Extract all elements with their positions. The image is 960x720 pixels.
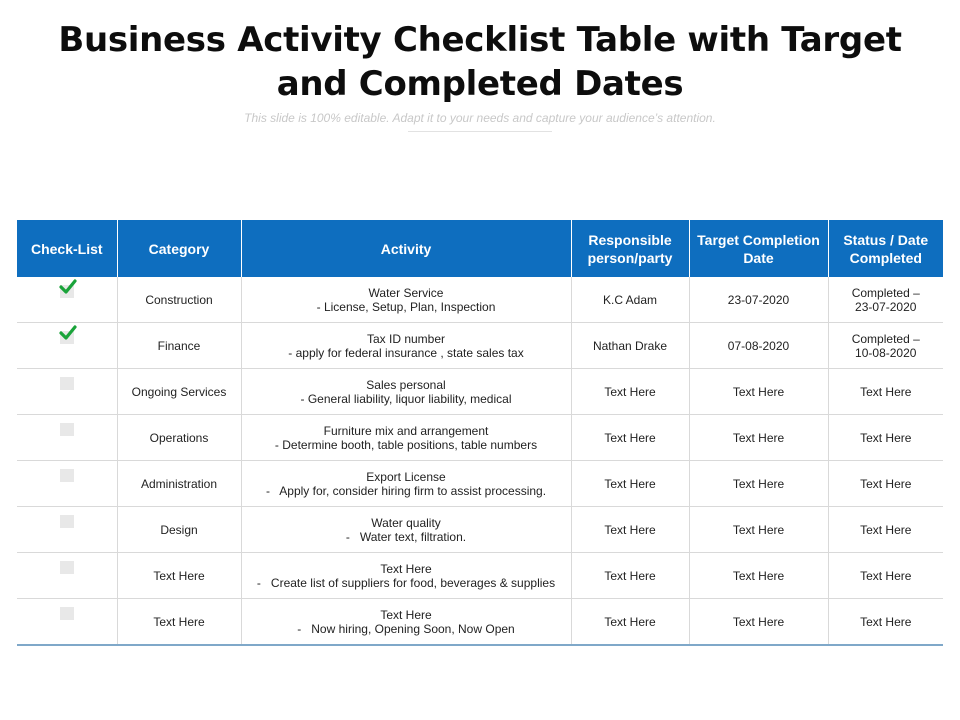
responsible-cell <box>571 369 689 415</box>
responsible-text: Text Here <box>604 568 656 583</box>
responsible-cell <box>571 277 689 323</box>
activity-cell <box>241 415 571 461</box>
target-date-cell <box>689 277 828 323</box>
category-text: Operations <box>149 430 209 445</box>
status-cell <box>828 461 943 507</box>
target-date-cell <box>689 507 828 553</box>
status-line-1: Text Here <box>860 568 912 583</box>
activity-detail: - Water text, filtration. <box>345 529 467 544</box>
activity-detail: - License, Setup, Plan, Inspection <box>316 299 496 314</box>
checkbox-checked[interactable] <box>60 331 74 344</box>
table-row <box>17 599 943 646</box>
checkbox[interactable] <box>60 561 74 574</box>
activity-detail: - General liability, liquor liability, medical <box>300 391 512 406</box>
category-text: Construction <box>145 292 213 307</box>
target-date-text: 23-07-2020 <box>727 292 790 307</box>
status-line-1: Text Here <box>860 476 912 491</box>
target-date-text: Text Here <box>732 568 785 583</box>
category-text: Text Here <box>153 568 205 583</box>
status-cell <box>828 369 943 415</box>
status-line-1: Text Here <box>860 522 912 537</box>
activity-title: Tax ID number <box>366 331 446 346</box>
page-title: Business Activity Checklist Table with Target and Completed Dates <box>58 20 902 104</box>
activity-title: Sales personal <box>366 377 446 392</box>
status-line-2: 23-07-2020 <box>855 299 917 314</box>
table-row <box>17 507 943 553</box>
table-row <box>17 323 943 369</box>
activity-detail: - Now hiring, Opening Soon, Now Open <box>297 621 515 636</box>
status-cell <box>828 553 943 599</box>
checkbox[interactable] <box>60 607 74 620</box>
table-row <box>17 277 943 323</box>
status-cell <box>828 599 943 646</box>
category-cell <box>117 553 241 599</box>
responsible-cell <box>571 553 689 599</box>
activity-title: Export License <box>366 469 446 484</box>
activity-cell <box>241 507 571 553</box>
category-cell <box>117 277 241 323</box>
category-cell <box>117 599 241 646</box>
header-responsible: Responsible person/party <box>571 220 689 277</box>
target-date-cell <box>689 599 828 646</box>
responsible-text: Text Here <box>604 614 656 629</box>
checkmark-icon <box>59 279 77 295</box>
checkbox[interactable] <box>60 469 74 482</box>
activity-detail: - Apply for, consider hiring firm to assist processing. <box>265 483 547 498</box>
activity-detail: - apply for federal insurance , state sales tax <box>288 345 524 360</box>
table-row <box>17 553 943 599</box>
status-line-1: Text Here <box>860 614 912 629</box>
target-date-text: Text Here <box>732 614 785 629</box>
activity-cell <box>241 277 571 323</box>
category-cell <box>117 507 241 553</box>
responsible-text: Text Here <box>604 384 656 399</box>
header-target-date: Target Completion Date <box>689 220 828 277</box>
check-cell <box>17 323 117 369</box>
status-cell <box>828 415 943 461</box>
checkmark-icon <box>59 325 77 341</box>
table-row <box>17 415 943 461</box>
target-date-text: 07-08-2020 <box>727 338 790 353</box>
responsible-cell <box>571 415 689 461</box>
responsible-text: Text Here <box>604 430 656 445</box>
checkbox[interactable] <box>60 423 74 436</box>
category-cell <box>117 323 241 369</box>
activity-title: Text Here <box>380 561 432 576</box>
target-date-cell <box>689 369 828 415</box>
check-cell <box>17 369 117 415</box>
category-text: Text Here <box>153 614 205 629</box>
check-cell <box>17 415 117 461</box>
activity-cell <box>241 461 571 507</box>
status-cell <box>828 323 943 369</box>
header-status: Status / Date Completed <box>828 220 943 277</box>
target-date-text: Text Here <box>732 522 785 537</box>
header-category: Category <box>117 220 241 277</box>
status-cell <box>828 507 943 553</box>
status-line-1: Text Here <box>860 430 912 445</box>
target-date-text: Text Here <box>732 476 785 491</box>
table-row <box>17 369 943 415</box>
activity-title: Furniture mix and arrangement <box>323 423 489 438</box>
category-cell <box>117 415 241 461</box>
check-cell <box>17 599 117 646</box>
category-cell <box>117 461 241 507</box>
check-cell <box>17 553 117 599</box>
check-cell <box>17 277 117 323</box>
table-row <box>17 461 943 507</box>
target-date-text: Text Here <box>732 430 785 445</box>
status-line-1: Text Here <box>860 384 912 399</box>
activity-cell <box>241 323 571 369</box>
responsible-cell <box>571 323 689 369</box>
checklist-table <box>17 220 943 646</box>
responsible-cell <box>571 507 689 553</box>
target-date-text: Text Here <box>732 384 785 399</box>
activity-cell <box>241 553 571 599</box>
checkbox-checked[interactable] <box>60 285 74 298</box>
responsible-text: Text Here <box>604 476 656 491</box>
activity-title: Water Service <box>368 285 444 300</box>
checkbox[interactable] <box>60 377 74 390</box>
category-text: Ongoing Services <box>131 384 227 399</box>
category-text: Design <box>160 522 198 537</box>
activity-cell <box>241 599 571 646</box>
category-cell <box>117 369 241 415</box>
check-cell <box>17 507 117 553</box>
subtitle-divider <box>408 131 552 132</box>
check-cell <box>17 461 117 507</box>
activity-detail: - Create list of suppliers for food, beverages & supplies <box>256 575 556 590</box>
status-line-1: Completed – <box>851 285 920 300</box>
responsible-cell <box>571 599 689 646</box>
status-line-2: 10-08-2020 <box>855 345 917 360</box>
target-date-cell <box>689 323 828 369</box>
activity-detail: - Determine booth, table positions, table numbers <box>274 437 538 452</box>
status-line-1: Completed – <box>851 331 920 346</box>
category-text: Finance <box>157 338 201 353</box>
header-check-list: Check-List <box>17 220 117 277</box>
status-cell <box>828 277 943 323</box>
header-activity: Activity <box>241 220 571 277</box>
responsible-text: K.C Adam <box>602 292 658 307</box>
responsible-text: Nathan Drake <box>592 338 668 353</box>
page-subtitle: This slide is 100% editable. Adapt it to your needs and capture your audience’s attention. <box>244 111 716 125</box>
table-header-row <box>17 220 943 277</box>
checkbox[interactable] <box>60 515 74 528</box>
activity-title: Water quality <box>371 515 441 530</box>
target-date-cell <box>689 461 828 507</box>
target-date-cell <box>689 415 828 461</box>
target-date-cell <box>689 553 828 599</box>
activity-cell <box>241 369 571 415</box>
category-text: Administration <box>140 476 218 491</box>
responsible-cell <box>571 461 689 507</box>
activity-title: Text Here <box>380 607 432 622</box>
responsible-text: Text Here <box>604 522 656 537</box>
